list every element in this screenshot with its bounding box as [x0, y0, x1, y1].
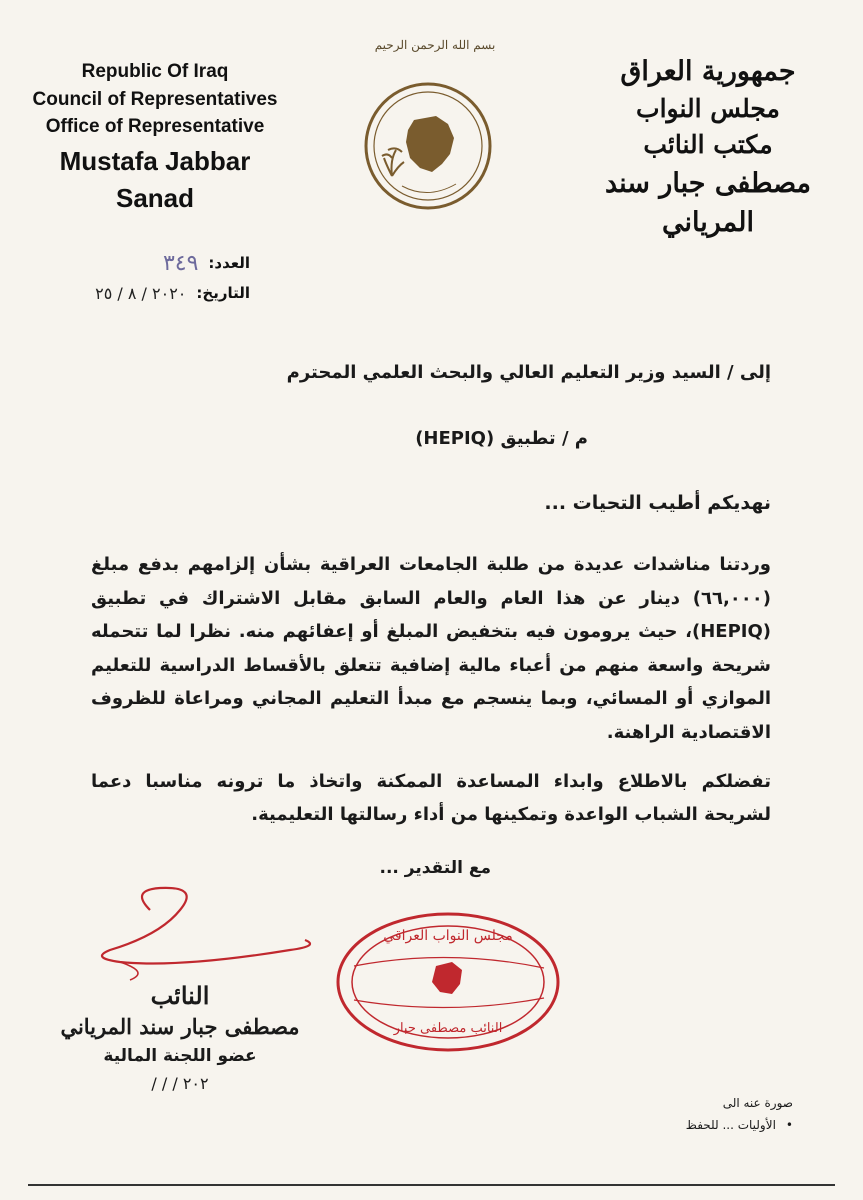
- body-paragraph-1: وردتنا مناشدات عديدة من طلبة الجامعات العراقية بشأن إلزامهم بدفع مبلغ (٦٦,٠٠٠) دينار عن هذا العام والعام السابق مقابل الاشتراك في تطبيق (HEPIQ)، حيث يرومون فيه بتخفيض المبلغ أو إعفائهم منه. نظرا لما تتحمله شريحة واسعة منهم من أعباء مالية إضافية تتعلق بالأقساط الدراسية للتعليم الموازي أو المسائي، وبما ينسجم مع مبدأ التعليم المجاني ومراعاة للظروف الاقتصادية الراهنة.: [91, 554, 771, 743]
- header-en-council: Council of Representatives: [32, 88, 278, 110]
- signer-name: مصطفى جبار سند المرياني: [60, 1014, 300, 1040]
- greeting-line: نهديكم أطيب التحيات ...: [544, 492, 771, 514]
- cc-item: • الأوليات ... للحفظ: [686, 1118, 793, 1132]
- letterhead-arabic: [583, 52, 833, 242]
- header-ar-council: مجلس النواب: [636, 94, 780, 124]
- signature-block: [60, 980, 300, 1093]
- header-en-representative: Mustafa Jabbar Sanad: [59, 145, 251, 214]
- reference-date-label: التاريخ:: [196, 284, 250, 302]
- official-stamp: [332, 908, 564, 1056]
- stamp-bottom-text: النائب مصطفى جبار: [393, 1021, 503, 1036]
- reference-number-row: [60, 248, 250, 278]
- closing-line: مع التقدير ...: [379, 858, 491, 878]
- header-en-office: Office of Representative: [45, 116, 265, 138]
- signature-date: ٢٠٢ / / /: [151, 1073, 209, 1093]
- letterhead-english: [30, 58, 280, 218]
- handwritten-signature: [90, 880, 330, 990]
- reference-block: [60, 248, 250, 308]
- header-en-country: Republic Of Iraq: [81, 61, 229, 82]
- addressee-line: إلى / السيد وزير التعليم العالي والبحث العلمي المحترم: [286, 362, 771, 383]
- council-emblem-icon: [362, 80, 494, 212]
- body-paragraph-2: تفضلكم بالاطلاع وابداء المساعدة الممكنة واتخاذ ما ترونه مناسبا دعما لشريحة الشباب الواعدة وتمكينها من أداء رسالتها التعليمية.: [91, 771, 771, 825]
- reference-date-value: ٢٠٢٠ / ٨ / ٢٥: [95, 283, 187, 303]
- footer-divider: [28, 1184, 835, 1186]
- reference-date-row: [60, 278, 250, 308]
- signer-role: عضو اللجنة المالية: [103, 1045, 257, 1066]
- header-ar-country: جمهورية العراق: [620, 56, 796, 87]
- reference-number-value: ٣٤٩: [162, 250, 199, 276]
- header-ar-office: مكتب النائب: [643, 130, 773, 160]
- subject-line: م / تطبيق (HEPIQ): [415, 428, 588, 449]
- carbon-copy-block: [686, 1096, 793, 1132]
- stamp-top-text: مجلس النواب العراقي: [383, 928, 513, 944]
- reference-number-label: العدد:: [208, 254, 250, 272]
- header-ar-representative: مصطفى جبار سند المرياني: [604, 167, 812, 238]
- cc-label: صورة عنه الى: [722, 1096, 793, 1110]
- signer-title: النائب: [150, 981, 210, 1010]
- basmala-text: بسم الله الرحمن الرحيم: [374, 38, 496, 52]
